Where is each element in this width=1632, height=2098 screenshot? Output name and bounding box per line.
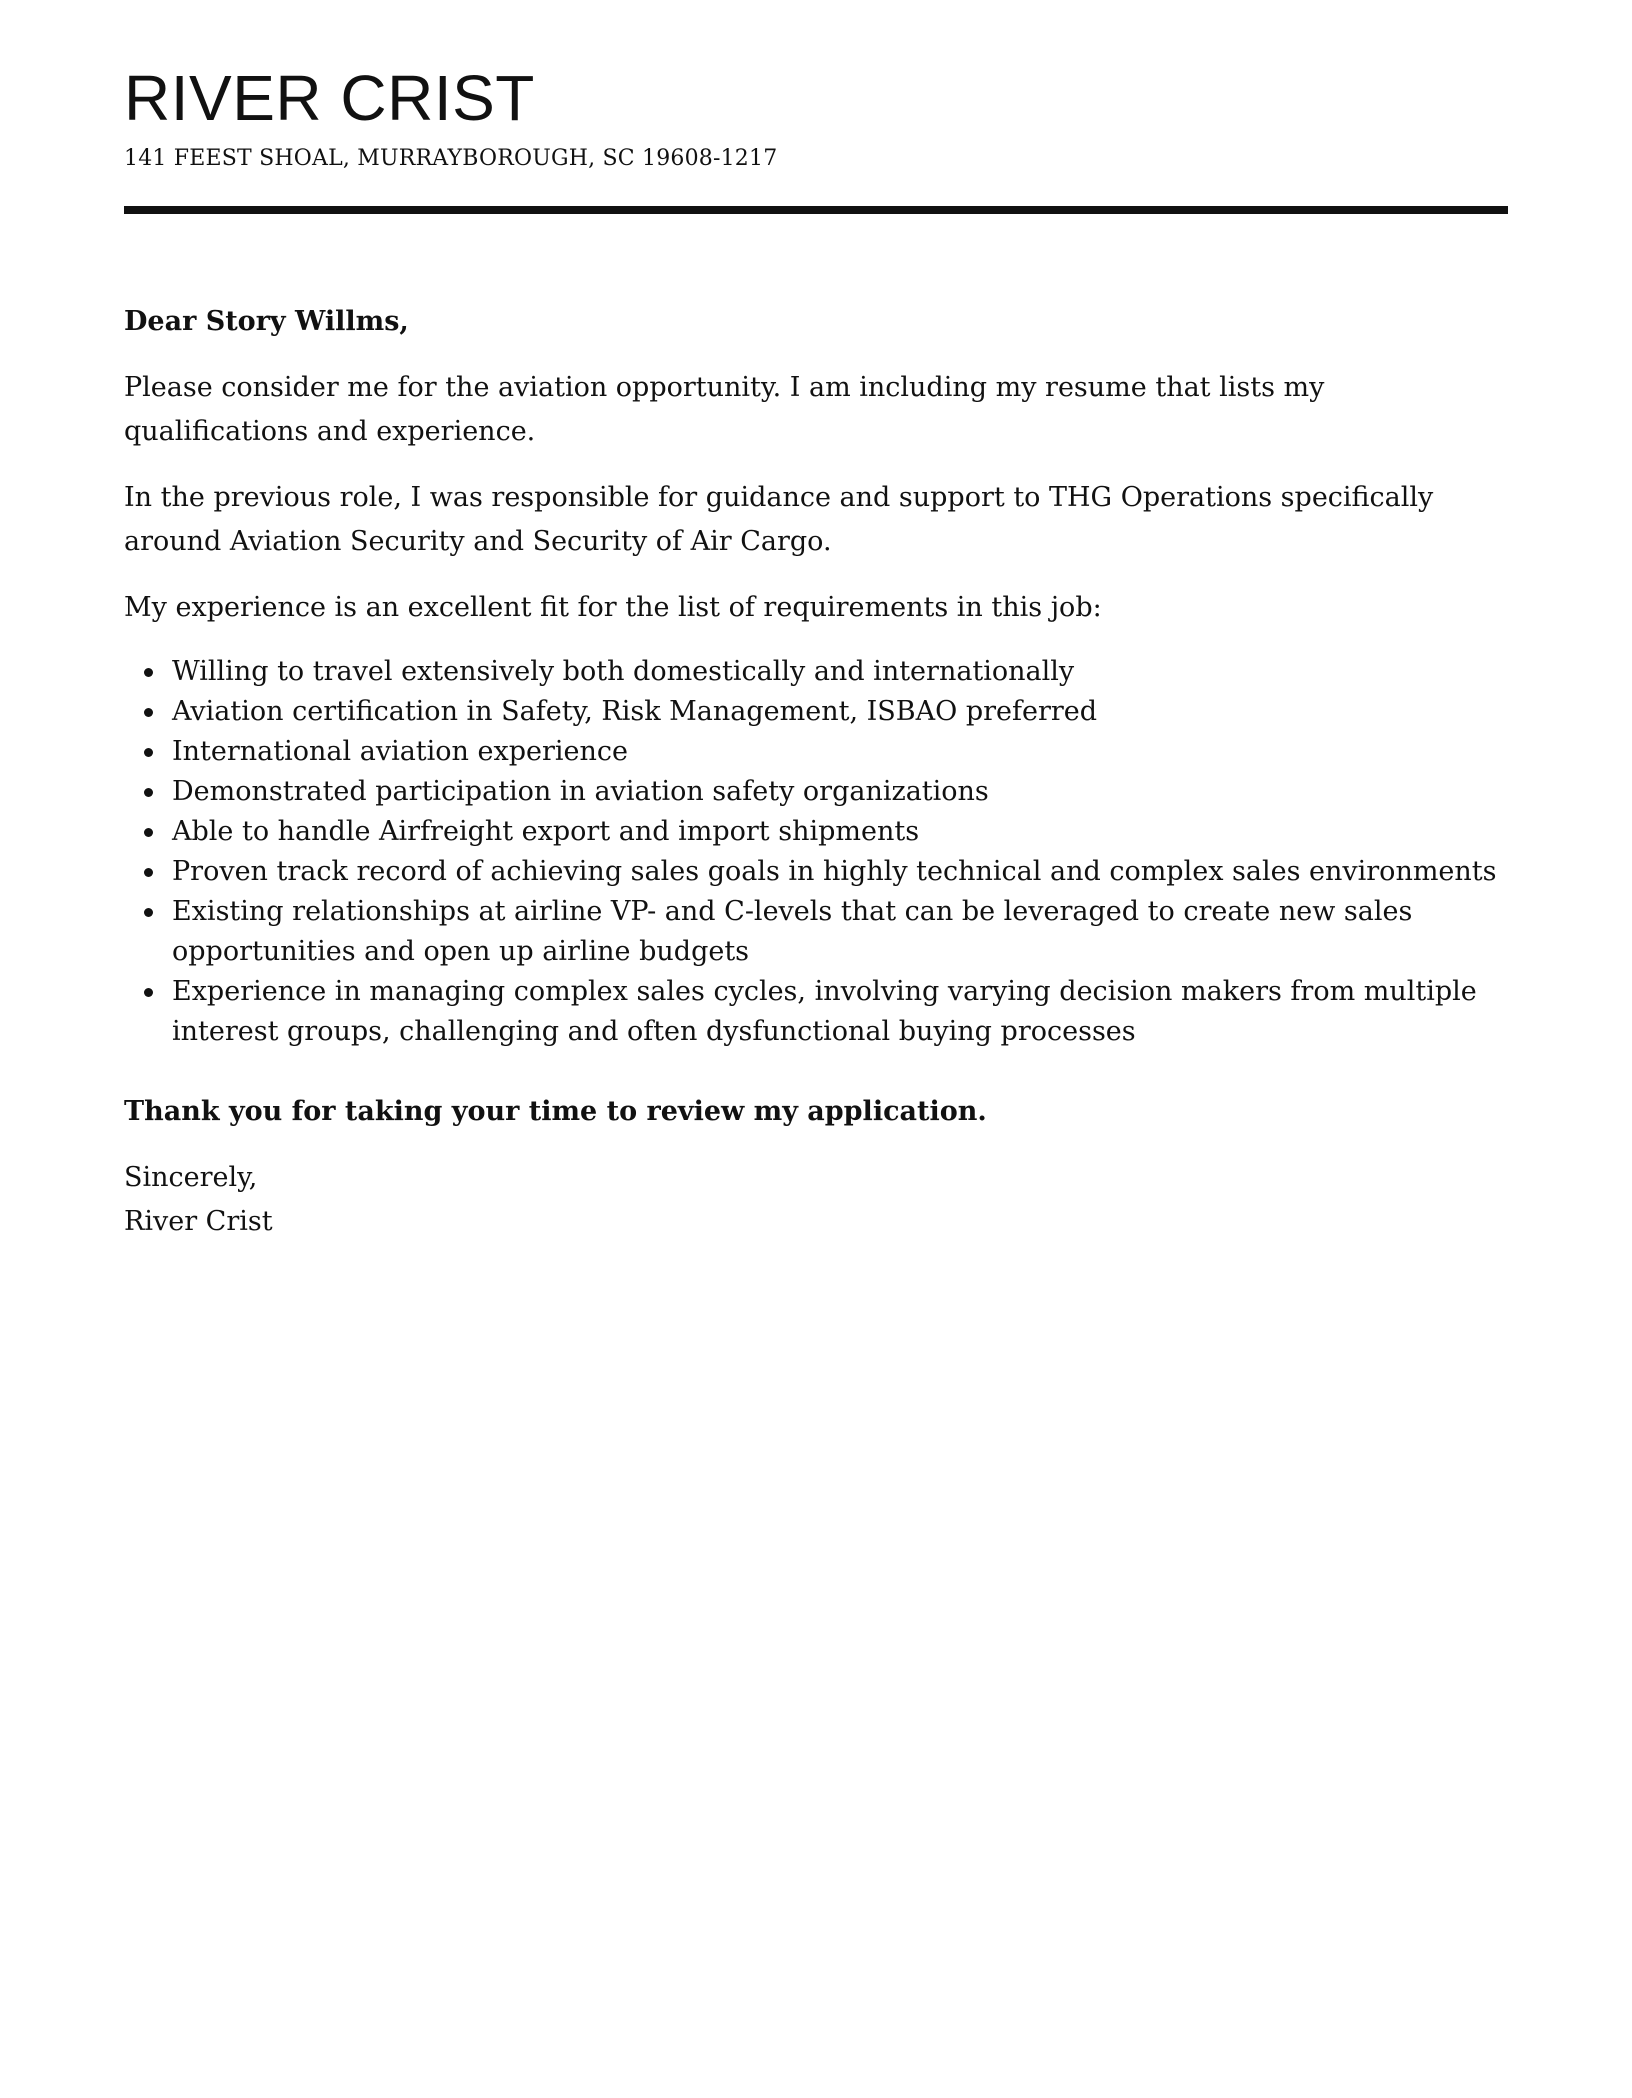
cover-letter-page [124,0,1508,2098]
applicant-name: RIVER CRIST [124,62,535,134]
list-item [124,852,1508,892]
requirements-list [124,652,1508,1052]
requirement-text: International aviation experience [172,736,628,767]
bullet-icon [144,668,153,677]
bullet-icon [144,788,153,797]
list-item [124,772,1508,812]
requirement-text: Aviation certification in Safety, Risk Management, ISBAO preferred [172,696,1098,727]
salutation: Dear Story Willms, [124,306,409,337]
requirement-text: Able to handle Airfreight export and import shipments [172,816,920,847]
requirement-text: Demonstrated participation in aviation safety organizations [172,776,989,807]
signoff [124,1156,1508,1244]
bullet-icon [144,868,153,877]
list-item [124,692,1508,732]
header-divider [124,206,1508,214]
requirement-text: Existing relationships at airline VP- and C-levels that can be leveraged to create new sales opportunities and open up airline budgets [172,896,1413,967]
experience-paragraph: In the previous role, I was responsible for guidance and support to THG Operations specifically around Aviation Security and Security of Air Cargo. [124,482,1434,557]
list-item [124,732,1508,772]
bullet-icon [144,708,153,717]
list-item [124,892,1508,972]
requirement-text: Willing to travel extensively both domestically and internationally [172,656,1075,687]
letter-header [124,62,1508,171]
signature-name: River Crist [124,1206,273,1237]
requirements-intro: My experience is an excellent fit for the list of requirements in this job: [124,592,1102,623]
applicant-address: 141 FEEST SHOAL, MURRAYBOROUGH, SC 19608-1217 [124,146,778,171]
closing-statement: Thank you for taking your time to review my application. [124,1096,987,1127]
bullet-icon [144,748,153,757]
list-item [124,812,1508,852]
requirement-text: Proven track record of achieving sales goals in highly technical and complex sales environments [172,856,1497,887]
list-item [124,652,1508,692]
bullet-icon [144,828,153,837]
intro-paragraph: Please consider me for the aviation opportunity. I am including my resume that lists my qualifications and experience. [124,372,1325,447]
signoff-text: Sincerely, [124,1162,258,1193]
bullet-icon [144,988,153,997]
requirement-text: Experience in managing complex sales cycles, involving varying decision makers from multiple interest groups, challenging and often dysfunctional buying processes [172,976,1477,1047]
letter-body [124,300,1508,1244]
bullet-icon [144,908,153,917]
list-item [124,972,1508,1052]
